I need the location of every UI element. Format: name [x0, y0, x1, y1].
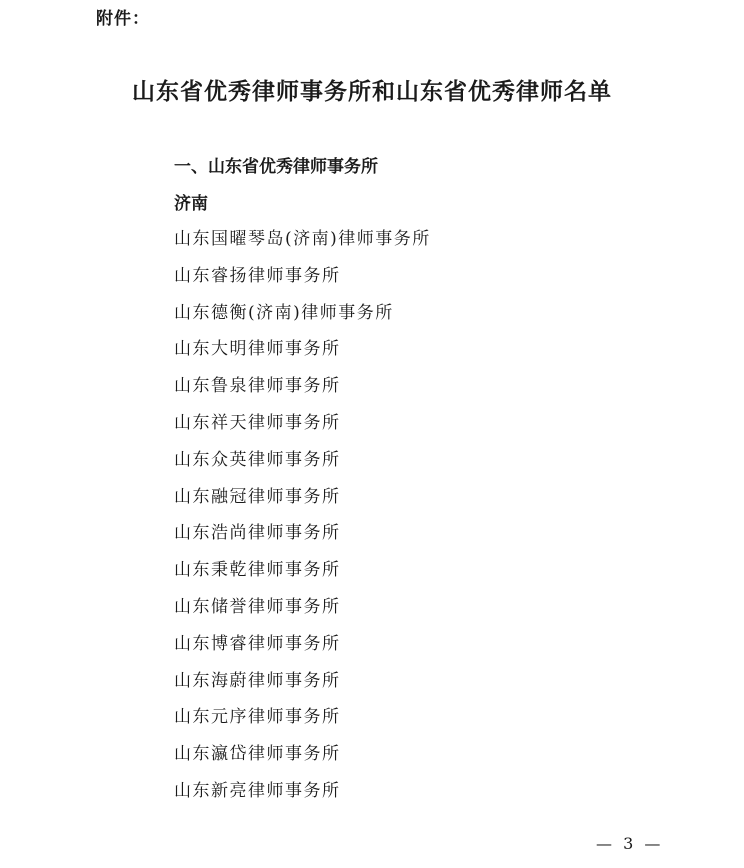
list-item: 山东新亮律师事务所: [174, 780, 341, 801]
list-item: 山东睿扬律师事务所: [174, 265, 341, 286]
list-item: 山东博睿律师事务所: [174, 633, 341, 654]
list-item: 山东储誉律师事务所: [174, 596, 341, 617]
list-item: 山东德衡(济南)律师事务所: [174, 302, 394, 323]
list-item: 山东祥天律师事务所: [174, 412, 341, 433]
list-item: 山东大明律师事务所: [174, 339, 341, 360]
list-item: 山东海蔚律师事务所: [174, 670, 341, 691]
page-number: — 3 —: [596, 834, 664, 853]
section-heading: 一、山东省优秀律师事务所: [174, 157, 378, 177]
city-heading: 济南: [174, 194, 208, 214]
attachment-label: 附件：: [96, 9, 150, 29]
list-item: 山东瀛岱律师事务所: [174, 744, 341, 765]
list-item: 山东元序律师事务所: [174, 707, 341, 728]
list-item: 山东融冠律师事务所: [174, 486, 341, 507]
list-item: 山东秉乾律师事务所: [174, 560, 341, 581]
list-item: 山东国曜琴岛(济南)律师事务所: [174, 229, 431, 249]
document-title: 山东省优秀律师事务所和山东省优秀律师名单: [132, 79, 612, 105]
law-firm-list: [174, 227, 431, 816]
list-item: 山东浩尚律师事务所: [174, 523, 341, 544]
list-item: 山东鲁泉律师事务所: [174, 376, 341, 397]
list-item: 山东众英律师事务所: [174, 449, 341, 470]
